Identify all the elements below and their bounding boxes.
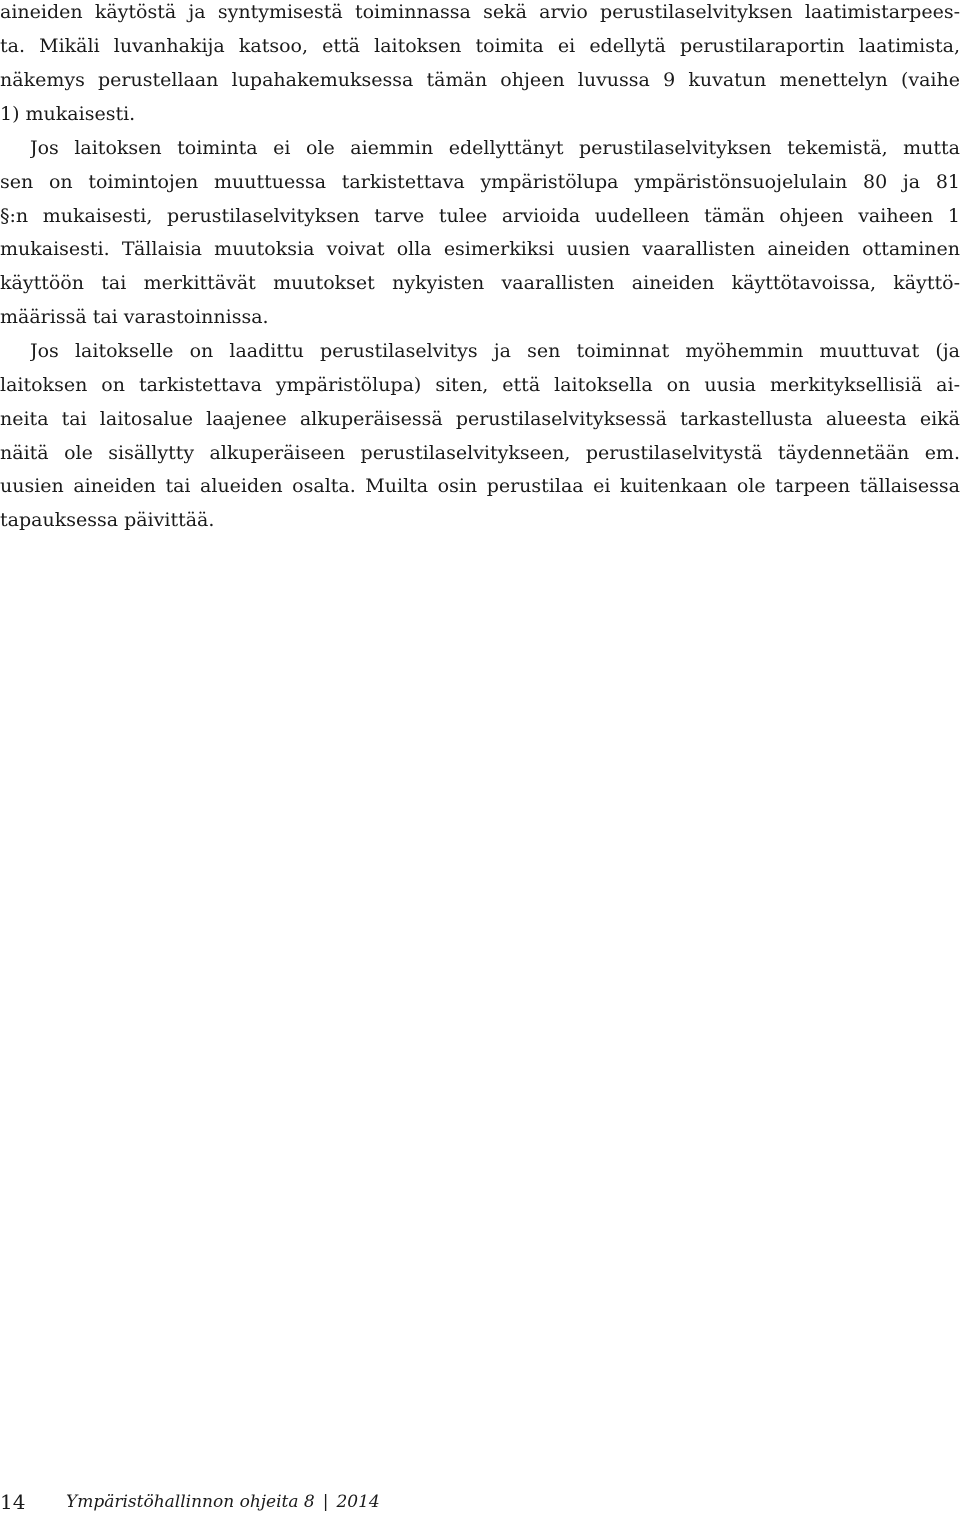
page-footer — [0, 1488, 960, 1528]
text-line: ta. Mikäli luvanhakija katsoo, että laitoksen toimita ei edellytä perustilaraportin laatimista, — [0, 35, 960, 57]
text-line: määrissä tai varastoinnissa. — [0, 306, 269, 328]
text-line: näitä ole sisällytty alkuperäiseen perustilaselvitykseen, perustilaselvitystä täydennetään em. — [0, 442, 960, 464]
text-line: neita tai laitosalue laajenee alkuperäisessä perustilaselvityksessä tarkastellusta alueesta eikä — [0, 408, 960, 430]
publication-year: 2014 — [336, 1492, 380, 1512]
text-line: laitoksen on tarkistettava ympäristölupa) siten, että laitoksella on uusia merkityksellisiä ai- — [0, 374, 960, 396]
text-line: näkemys perustellaan lupahakemuksessa tämän ohjeen luvussa 9 kuvatun menettelyn (vaihe — [0, 69, 960, 91]
text-line: aineiden käytöstä ja syntymisestä toiminnassa sekä arvio perustilaselvityksen laatimistarpees- — [0, 1, 960, 23]
text-line: käyttöön tai merkittävät muutokset nykyisten vaarallisten aineiden käyttötavoissa, käyttö- — [0, 272, 960, 294]
page-number: 14 — [0, 1490, 26, 1514]
text-line: uusien aineiden tai alueiden osalta. Muilta osin perustilaa ei kuitenkaan ole tarpeen tällaisessa — [0, 475, 960, 497]
footer-separator: | — [322, 1492, 329, 1512]
text-line: §:n mukaisesti, perustilaselvityksen tarve tulee arvioida uudelleen tämän ohjeen vaiheen 1 — [0, 205, 960, 227]
text-line: Jos laitoksen toiminta ei ole aiemmin edellyttänyt perustilaselvityksen tekemistä, mutta — [30, 137, 960, 159]
publication-info — [66, 1492, 380, 1512]
text-line: Jos laitokselle on laadittu perustilaselvitys ja sen toiminnat myöhemmin muuttuvat (ja — [30, 340, 960, 362]
text-line: tapauksessa päivittää. — [0, 509, 215, 531]
text-line: 1) mukaisesti. — [0, 103, 136, 125]
text-line: sen on toimintojen muuttuessa tarkistettava ympäristölupa ympäristönsuojelulain 80 ja 81 — [0, 171, 960, 193]
text-line: mukaisesti. Tällaisia muutoksia voivat olla esimerkiksi uusien vaarallisten aineiden ottaminen — [0, 238, 960, 260]
publication-title: Ympäristöhallinnon ohjeita 8 — [66, 1492, 315, 1512]
